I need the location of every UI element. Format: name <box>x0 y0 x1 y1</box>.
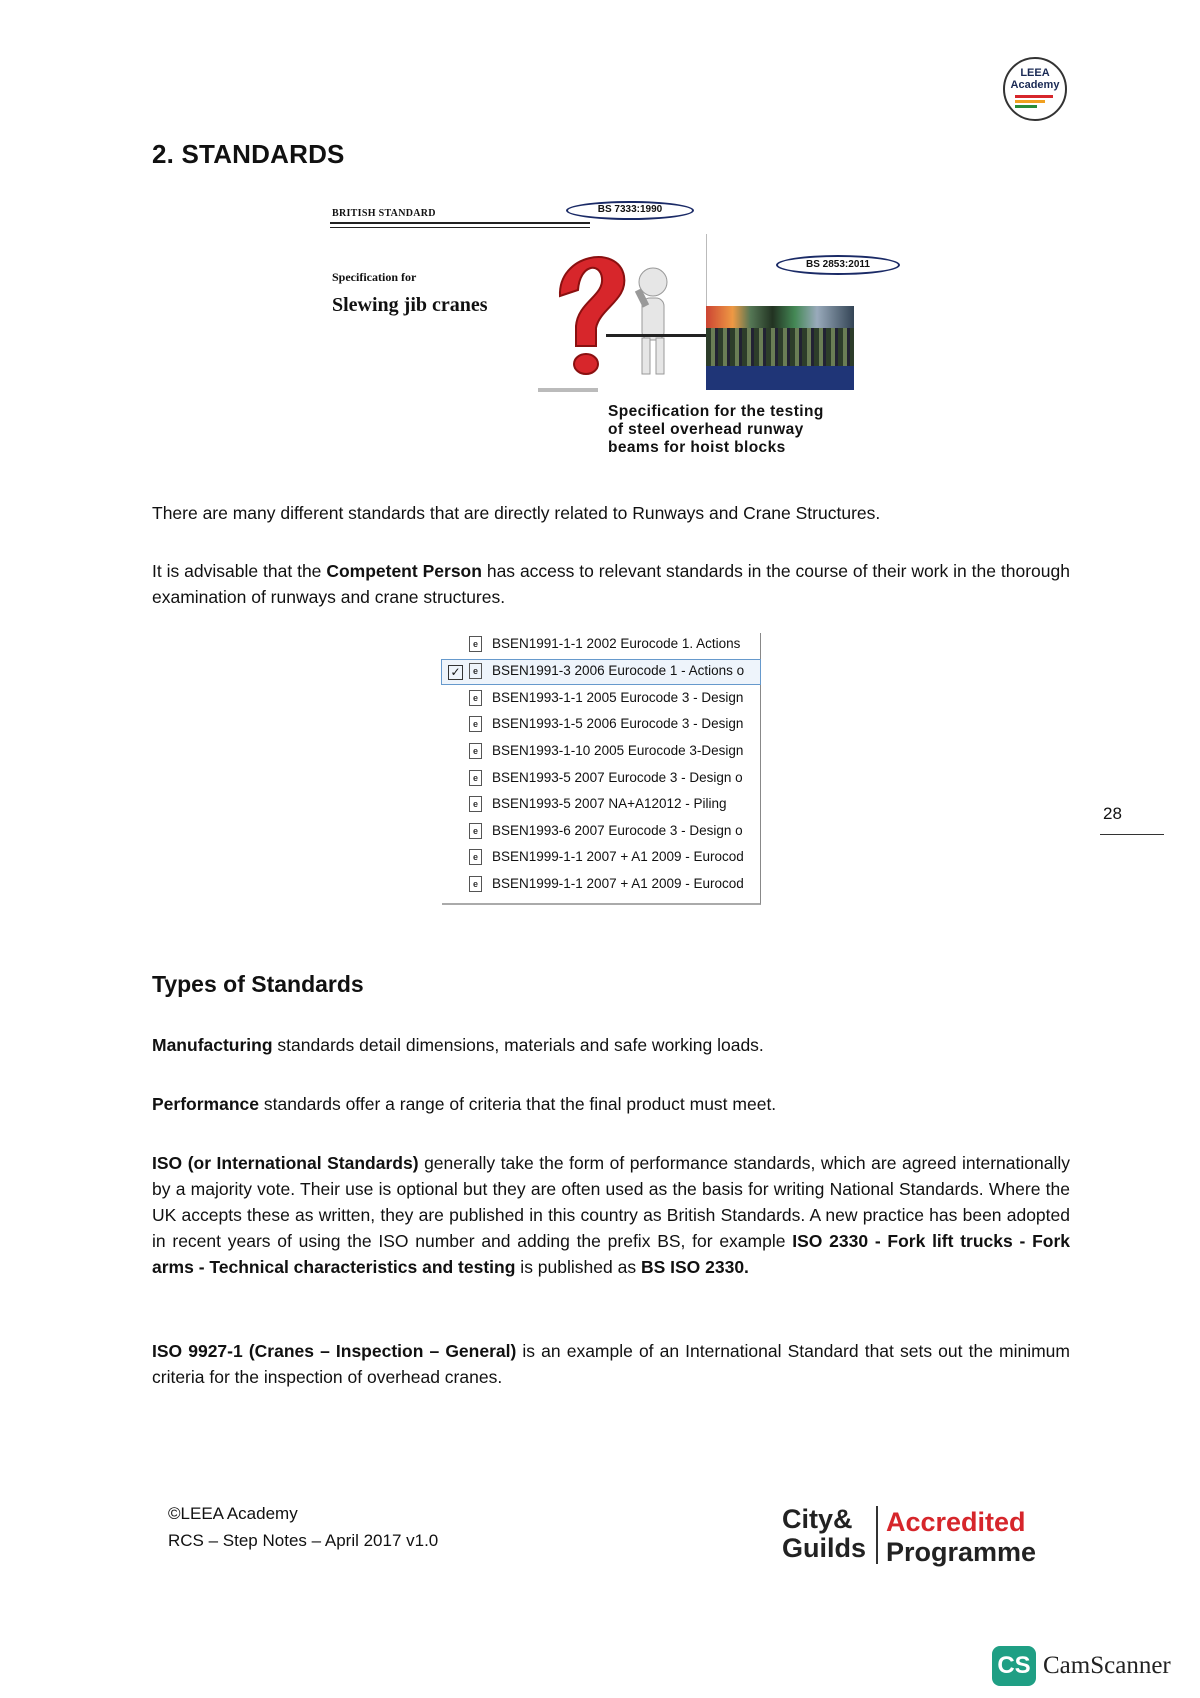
file-icon: e <box>469 823 482 839</box>
file-list-item[interactable]: e BSEN1993-1-1 2005 Eurocode 3 - Design <box>442 687 760 711</box>
section-title: 2. STANDARDS <box>152 139 345 169</box>
logo-line2: Academy <box>1010 79 1060 91</box>
british-standard-label: BRITISH STANDARD <box>332 208 436 219</box>
file-icon: e <box>469 743 482 759</box>
city-text: City& <box>782 1504 853 1534</box>
standards-file-list <box>442 633 761 905</box>
camscanner-watermark: CamScanner <box>1043 1652 1171 1679</box>
types-of-standards-heading: Types of Standards <box>152 971 364 997</box>
page-number: 28 <box>1103 804 1122 823</box>
competent-person-term: Competent Person <box>326 561 482 581</box>
logo-line1: LEEA <box>1020 67 1050 79</box>
spec-caption-line: beams for hoist blocks <box>608 439 786 456</box>
competent-person-paragraph: It is advisable that the Competent Person has access to relevant standards in the course of their work in the thorough examination of runways and crane structures. <box>152 561 1070 607</box>
cover-photo-strip-forest <box>706 328 854 366</box>
file-list-item[interactable]: e BSEN1993-1-5 2006 Eurocode 3 - Design <box>442 713 760 737</box>
logo-bar-green <box>1015 105 1037 108</box>
camscanner-badge-icon: CS <box>992 1646 1036 1686</box>
file-list-item[interactable]: e BSEN1993-5 2007 Eurocode 3 - Design o <box>442 767 760 791</box>
file-icon: e <box>469 876 482 892</box>
file-icon: e <box>469 690 482 706</box>
file-icon: e <box>469 716 482 732</box>
manufacturing-paragraph: Manufacturing standards detail dimensions, materials and safe working loads. <box>152 1035 764 1055</box>
spec-caption-line: of steel overhead runway <box>608 421 804 438</box>
file-list-item[interactable]: e BSEN1991-1-1 2002 Eurocode 1. Actions <box>442 633 760 657</box>
logo-separator <box>876 1506 878 1564</box>
checkbox-checked-icon[interactable]: ✓ <box>448 665 463 680</box>
intro-paragraph: There are many different standards that are directly related to Runways and Crane Structures. <box>152 503 881 523</box>
file-list-item-selected[interactable]: ✓ e BSEN1991-3 2006 Eurocode 1 - Actions o <box>442 660 760 684</box>
logo-bar-orange <box>1015 100 1045 103</box>
footer-line2: RCS – Step Notes – April 2017 v1.0 <box>168 1531 439 1550</box>
footer-line1: ©LEEA Academy <box>168 1504 298 1523</box>
footer-copyright <box>168 1500 438 1554</box>
city-guilds-logo <box>782 1505 866 1563</box>
rule <box>330 227 590 228</box>
bs-number-oval-right: BS 2853:2011 <box>776 255 900 275</box>
cover-blue-band <box>706 366 854 390</box>
file-list-item[interactable]: e BSEN1993-5 2007 NA+A12012 - Piling <box>442 793 760 817</box>
panel-shadow <box>538 388 598 392</box>
leea-academy-logo <box>1003 57 1067 121</box>
spec-caption-line: Specification for the testing <box>608 403 824 420</box>
standards-cover-collage <box>330 198 910 460</box>
file-list-item[interactable]: e BSEN1999-1-1 2007 + A1 2009 - Eurocod <box>442 846 760 870</box>
performance-paragraph: Performance standards offer a range of criteria that the final product must meet. <box>152 1094 777 1114</box>
iso-9927-paragraph: ISO 9927-1 (Cranes – Inspection – General) is an example of an International Standard that sets out the minimum criteria for the inspection of overhead cranes. <box>152 1341 1070 1387</box>
logo-bar-red <box>1015 95 1053 98</box>
accredited-text: Accredited <box>886 1507 1026 1537</box>
file-list-item[interactable]: e BSEN1999-1-1 2007 + A1 2009 - Eurocod <box>442 873 760 897</box>
page-number-rule <box>1100 834 1164 835</box>
file-icon: e <box>469 849 482 865</box>
question-mark-figure-icon <box>538 234 706 388</box>
file-icon: e <box>469 663 482 679</box>
file-icon: e <box>469 636 482 652</box>
bs-number-oval-left: BS 7333:1990 <box>566 201 694 220</box>
rule <box>330 222 590 224</box>
spec-caption <box>608 403 824 457</box>
cover-photo-strip-top <box>706 306 854 328</box>
question-figure-panel <box>538 234 707 388</box>
guilds-text: Guilds <box>782 1533 867 1563</box>
file-list-item[interactable]: e BSEN1993-6 2007 Eurocode 3 - Design o <box>442 820 760 844</box>
programme-text: Programme <box>886 1537 1037 1567</box>
iso-paragraph: ISO (or International Standards) generally take the form of performance standards, which are agreed internationally by a majority vote. Their use is optional but they are often used as the basis for writing National Standards. Where the UK accepts these as written, they are published in this country as British Standards. A new practice has been adopted in recent years of using the ISO number and adding the prefix BS, for example ISO 2330 - Fork lift trucks - Fork arms - Technical characteristics and testing is published as BS ISO 2330. <box>152 1153 1070 1277</box>
file-icon: e <box>469 770 482 786</box>
spec-title: Slewing jib cranes <box>332 294 488 316</box>
spec-small-text: Specification for <box>332 270 417 284</box>
file-list-item[interactable]: e BSEN1993-1-10 2005 Eurocode 3-Design <box>442 740 760 764</box>
file-icon: e <box>469 796 482 812</box>
